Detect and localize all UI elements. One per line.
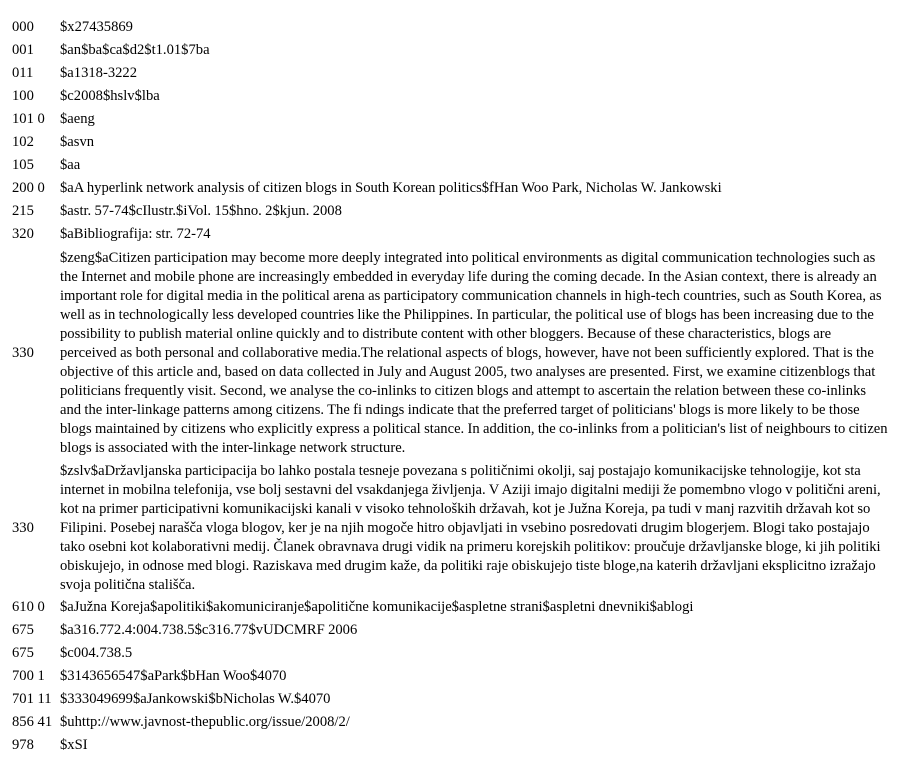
field-tag: 675 (12, 622, 34, 638)
field-content: $zeng$aCitizen participation may become more deeply integrated into political environments as digital communication technologies such as the Internet and mobile phone are increasingly embedded in everyday life during the coming decade. In the Asian context, there is already an important role for digital media in the political arena as participatory communication channels in high-tech countries, such as South Korea, as well as in technologically less developed countries like the Philippines. In particular, the political use of blogs has been increasing due to the possibility to publish material online quickly and to distribute content with other bloggers. Because of these characteristics, blogs are perceived as both personal and collaborative media.The relational aspects of blogs, however, have not been sufficiently explored. That is the objective of this article and, based on data collected in July and August 2005, two analyses are presented. First, we examine citizenblogs that politicians frequently visit. Second, we analyse the co-inlinks to citizen blogs and attempt to ascertain the relation between these co-inlinks and the inter-linkage patterns among citizens. The fi ndings indicate that the preferred target of politicians' blogs is more likely to be those blogs maintained by citizens who explicitly express a political stance. In addition, the co-inlinks from a politician's list of neighbours to citizen blogs is associated with the inter-linkage network structure. (60, 250, 888, 456)
field-tag: 200 0 (12, 180, 45, 196)
field-content: $333049699$aJankowski$bNicholas W.$4070 (60, 691, 331, 707)
field-tag: 215 (12, 203, 34, 219)
marc-field-row (12, 459, 890, 596)
field-content: $aJužna Koreja$apolitiki$akomuniciranje$apolitične komunikacije$aspletne strani$aspletni dnevniki$ablogi (60, 599, 694, 615)
field-content: $3143656547$aPark$bHan Woo$4070 (60, 668, 287, 684)
marc-field-row (12, 734, 890, 757)
marc-field-row (12, 757, 890, 780)
marc-field-row (12, 39, 890, 62)
field-content: $a316.772.4:004.738.5$c316.77$vUDCMRF 2006 (60, 622, 358, 638)
field-content: $a1318-3222 (60, 65, 138, 81)
field-content: $aeng (60, 111, 95, 127)
field-content: $aBibliografija: str. 72-74 (60, 226, 211, 242)
marc-field-row (12, 223, 890, 246)
marc-field-row (12, 596, 890, 619)
marc-field-row (12, 665, 890, 688)
marc-field-row (12, 16, 890, 39)
marc-field-row (12, 688, 890, 711)
marc-field-table (12, 16, 890, 780)
field-content: $astr. 57-74$cIlustr.$iVol. 15$hno. 2$kjun. 2008 (60, 203, 342, 219)
marc-field-row (12, 85, 890, 108)
field-content: $c2008$hslv$lba (60, 88, 160, 104)
field-tag: 610 0 (12, 599, 45, 615)
field-tag: 000 (12, 19, 34, 35)
field-content: $asvn (60, 134, 95, 150)
field-tag: 011 (12, 65, 34, 81)
marc-field-row (12, 131, 890, 154)
field-tag: 856 41 (12, 714, 53, 730)
field-content: $xSI (60, 737, 88, 753)
field-tag: 102 (12, 134, 34, 150)
field-content: $uhttp://www.javnost-thepublic.org/issue/2008/2/ (60, 714, 350, 730)
field-tag: 105 (12, 157, 34, 173)
field-tag: 320 (12, 226, 34, 242)
field-tag (12, 757, 60, 780)
marc-field-row (12, 108, 890, 131)
field-content: $aA hyperlink network analysis of citizen blogs in South Korean politics$fHan Woo Park, Nicholas W. Jankowski (60, 180, 722, 196)
field-tag: 101 0 (12, 111, 45, 127)
field-content (60, 757, 890, 780)
field-tag: 001 (12, 42, 34, 58)
field-tag: 700 1 (12, 668, 45, 684)
marc-field-row (12, 177, 890, 200)
marc-field-row (12, 711, 890, 734)
field-tag: 100 (12, 88, 34, 104)
marc-field-row (12, 642, 890, 665)
field-tag: 330 (12, 520, 34, 536)
marc-field-row (12, 200, 890, 223)
field-content: $zslv$aDržavljanska participacija bo lahko postala tesneje povezana s političnimi okolji, saj postajajo komunikacijske tehnologije, kot sta internet in mobilna telefonija, vse bolj sestavni del vsakdanjega življenja. V Aziji imajo digitalni mediji že pomembno vlogo v politični areni, kot na primer participativni komunikacijski kanali v visoko tehnoloških državah, kot je Južna Koreja, pa tudi v manj razvitih državah kot so Filipini. Posebej narašča vloga blogov, ker je na njih mogoče hitro objavljati in vsebino posredovati drugim blogerjem. Blogi tako postajajo tako osebni kot kolaborativni medij. Članek obravnava drugi vidik na primeru korejskih politikov: proučuje državljanske bloge, ki jih politiki obiskujejo, in odnose med blogi. Raziskava med drugim kaže, da politiki raje obiskujejo tiste bloge,na katerih državljani eksplicitno izražajo svoja politična stališča. (60, 463, 881, 593)
marc-field-row (12, 246, 890, 459)
field-tag: 978 (12, 737, 34, 753)
field-tag: 701 11 (12, 691, 52, 707)
field-content: $x27435869 (60, 19, 133, 35)
field-content: $c004.738.5 (60, 645, 133, 661)
marc-field-row (12, 62, 890, 85)
field-content: $aa (60, 157, 81, 173)
field-content: $an$ba$ca$d2$t1.01$7ba (60, 42, 210, 58)
marc-field-row (12, 619, 890, 642)
field-tag: 675 (12, 645, 34, 661)
field-tag: 330 (12, 345, 34, 361)
marc-field-row (12, 154, 890, 177)
